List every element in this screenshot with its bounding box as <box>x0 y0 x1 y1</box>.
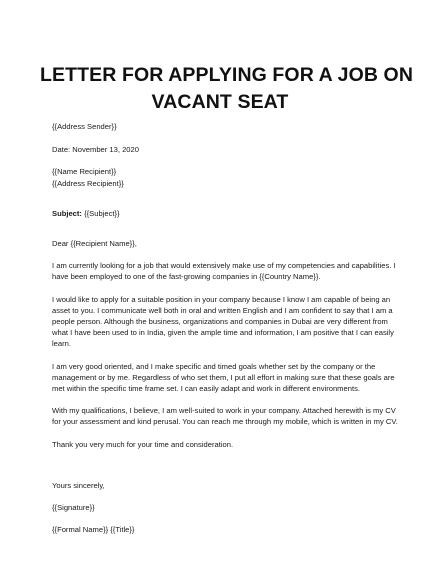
title-line-2: VACANT SEAT <box>151 91 289 113</box>
paragraph-line: what I have been used to in India, given the ample time and information, I am positive that I can easily <box>52 328 394 338</box>
title-line-1: LETTER FOR APPLYING FOR A JOB ON <box>40 64 414 86</box>
paragraph-line: With my qualifications, I believe, I am well-suited to work in your company. Attached herewith is my CV <box>52 406 396 416</box>
address-recipient: {{Address Recipient}} <box>52 178 124 188</box>
salutation: Dear {{Recipient Name}}, <box>52 239 137 249</box>
closing: Yours sincerely, <box>52 480 105 490</box>
paragraph-line: management or by me. Regardless of who set them, I put all effort in making sure that these goals are <box>52 372 395 382</box>
signature-placeholder: {{Signature}} <box>52 503 95 513</box>
paragraph-line: have been employed to one of the fast-growing companies in {{Country Name}}. <box>52 272 321 282</box>
paragraph-4 <box>52 405 396 427</box>
paragraph-line: asset to you. I communicate well both in oral and written English and I am confident to say that I am a <box>52 305 393 315</box>
letter-date: Date: November 13, 2020 <box>52 144 139 154</box>
subject-value: {{Subject}} <box>81 208 120 218</box>
paragraph-line: people person. Although the business, organizations and companies in Dubai are very different from <box>52 317 388 327</box>
address-sender: {{Address Sender}} <box>52 122 117 131</box>
paragraph-line: I would like to apply for a suitable position in your company because I know I am capable of being an <box>52 294 391 304</box>
formal-name: {{Formal Name}} {{Title}} <box>52 525 135 535</box>
paragraph-line: learn. <box>52 339 71 349</box>
paragraph-2 <box>52 294 396 350</box>
paragraph-line: met within the specific time frame set. I can easily adapt and work in different environments. <box>52 384 360 394</box>
paragraph-line: I am very good oriented, and I make specific and timed goals whether set by the company or the <box>52 361 376 371</box>
subject-label: Subject: <box>52 208 82 218</box>
paragraph-1 <box>52 260 396 282</box>
paragraph-line: I am currently looking for a job that would extensively make use of my competencies and capabilities. I <box>52 261 396 271</box>
paragraph-3 <box>52 361 396 395</box>
paragraph-5: Thank you very much for your time and consideration. <box>52 439 234 449</box>
name-recipient: {{Name Recipient}} <box>52 167 117 177</box>
letter-body <box>52 121 396 535</box>
subject-line <box>52 208 396 219</box>
letter-title <box>40 62 414 116</box>
paragraph-line: for your assessment and kind perusal. You can reach me through my mobile, which is written in my CV. <box>52 417 398 427</box>
